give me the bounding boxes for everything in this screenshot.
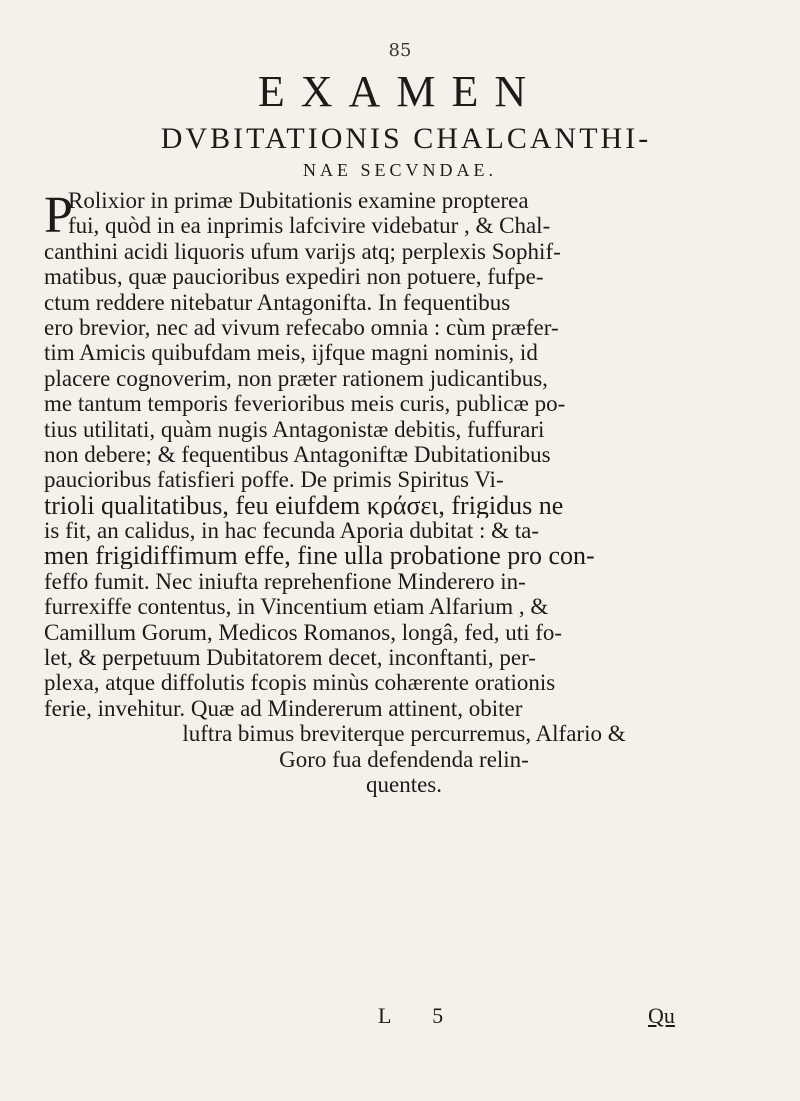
text-line: ferie, invehitur. Quæ ad Mindererum attinent, obiter bbox=[44, 695, 523, 721]
catchword: Qu bbox=[648, 1003, 675, 1028]
text-line: non debere; & fequentibus Antagoniftæ Dubitationibus bbox=[44, 441, 551, 467]
text-line: ero brevior, nec ad vivum refecabo omnia : cùm præfer- bbox=[44, 314, 559, 340]
text-line: tim Amicis quibufdam meis, ijfque magni nominis, id bbox=[44, 340, 538, 366]
text-line: plexa, atque diffolutis fcopis minùs cohærente orationis bbox=[44, 670, 556, 696]
text-line: men frigidiffimum effe, fine ulla probatione pro con- bbox=[44, 543, 595, 569]
text-line: matibus, quæ paucioribus expediri non potuere, fufpe- bbox=[44, 264, 544, 290]
text-line: trioli qualitatibus, feu eiufdem κράσει, frigidus ne bbox=[44, 492, 564, 519]
heading-subtitle-continuation: NAE SECVNDAE. bbox=[303, 160, 497, 180]
text-line: fui, quòd in ea inprimis lafcivire videbatur , & Chal- bbox=[68, 213, 551, 239]
text-line: feffo fumit. Nec iniufta reprehenfione Minderero in- bbox=[44, 568, 526, 594]
text-line: placere cognoverim, non præter rationem judicantibus, bbox=[44, 365, 548, 391]
text-line: furrexiffe contentus, in Vincentium etiam Alfarium , & bbox=[44, 594, 549, 620]
text-line: Rolixior in primæ Dubitationis examine propterea bbox=[68, 188, 529, 213]
text-line: luftra bimus breviterque percurremus, Alfario & bbox=[182, 721, 626, 747]
text-line: Goro fua defendenda relin- bbox=[279, 746, 529, 772]
page-footer bbox=[0, 1003, 800, 1033]
text-line: me tantum temporis feverioribus meis curis, publicæ po- bbox=[44, 391, 566, 417]
body-text bbox=[44, 188, 764, 797]
text-line: is fit, an calidus, in hac fecunda Aporia dubitat : & ta- bbox=[44, 518, 539, 544]
text-line: paucioribus fatisfieri poffe. De primis Spiritus Vi- bbox=[44, 467, 504, 493]
text-line: Camillum Gorum, Medicos Romanos, longâ, fed, uti fo- bbox=[44, 619, 563, 645]
text-line: tius utilitati, quàm nugis Antagonistæ debitis, fuffurari bbox=[44, 416, 545, 442]
text-line: canthini acidi liquoris ufum varijs atq; perplexis Sophif- bbox=[44, 238, 561, 264]
heading-title: EXAMEN bbox=[257, 67, 543, 116]
text-line: ctum reddere nitebatur Antagonifta. In fequentibus bbox=[44, 289, 511, 315]
heading-subtitle: DVBITATIONIS CHALCANTHI- bbox=[160, 122, 652, 155]
page-number: 85 bbox=[388, 40, 412, 61]
drop-cap: P bbox=[44, 187, 73, 244]
text-line: quentes. bbox=[365, 771, 442, 797]
text-line: let, & perpetuum Dubitatorem decet, inconftanti, per- bbox=[44, 645, 536, 671]
signature-mark: L 5 bbox=[378, 1003, 462, 1028]
